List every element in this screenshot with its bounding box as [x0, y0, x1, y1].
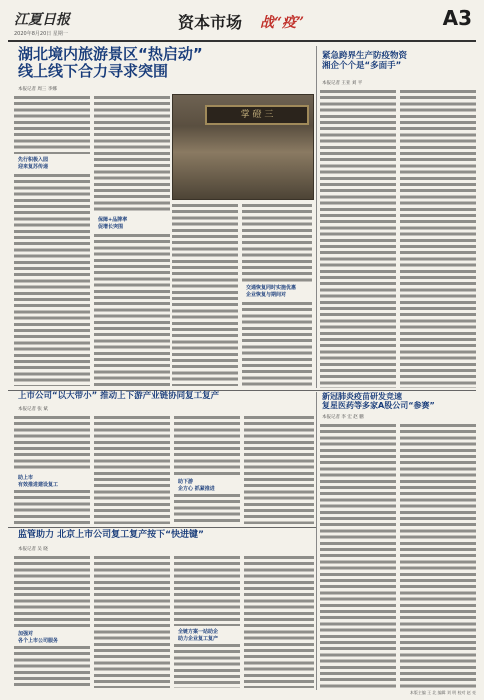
- article-5-byline: 本报记者 吴 晓: [18, 547, 48, 552]
- article-4-body-col2: [400, 422, 476, 688]
- scenic-area-photo: [172, 94, 314, 200]
- article-1-body-col4: [242, 202, 312, 282]
- article-4-byline: 本报记者 李 宏 赵 鹏: [322, 415, 364, 420]
- article-5-body-col1b: [14, 644, 90, 688]
- dateline: 2020年8月20日 星期一: [14, 31, 68, 37]
- article-4-body-col1: [320, 422, 396, 688]
- article-1-headline: [18, 46, 318, 81]
- article-1-subhead-1: 先行积极入园 迎来复苏传递: [18, 157, 49, 170]
- article-4-headline: [322, 392, 472, 410]
- article-3-subhead-1: 助上市 有效推进建设复工: [18, 475, 59, 488]
- article-1-body-col1: [14, 94, 90, 154]
- article-5-body-col4: [244, 554, 314, 688]
- article-2-headline-line2: 湘企个个是“多面手”: [322, 60, 402, 71]
- article-5-body-col1: [14, 554, 90, 628]
- article-2-headline-line1: 紧急跨界生产防疫物资: [322, 51, 408, 61]
- article-3-subhead-2: 助下游 企方心 抓紧推进: [178, 479, 215, 492]
- article-1-body-col2: [94, 94, 170, 214]
- article-1-subhead-3: 交通恢复同时实施优惠 企业恢复与期间对: [246, 285, 297, 298]
- article-1-body-col1b: [14, 172, 90, 386]
- masthead-rule: [8, 40, 476, 42]
- article-4-headline-line2: 复星医药等多家A股公司“参赛”: [322, 401, 435, 411]
- article-1-subhead-2: 保障+品牌率 促增长突围: [98, 217, 128, 230]
- page-footer: 本版主编 王 北 编辑 刘 明 校对 赵 亮: [409, 690, 476, 695]
- gate-plaque: 掌 磴 三: [205, 105, 309, 125]
- newspaper-logo: 江夏日报: [14, 12, 70, 28]
- article-3-byline: 本报记者 张 斌: [18, 407, 48, 412]
- article-4-headline-line1: 新冠肺炎疫苗研发竞速: [322, 392, 402, 401]
- article-1-headline-line1: 湖北境内旅游景区“热启动”: [18, 45, 203, 63]
- article-2-byline: 本报记者 王亚 刘 平: [322, 81, 363, 86]
- page-number: A3: [442, 6, 472, 30]
- article-5-headline: 监管助力 北京上市公司复工复产按下“快进键”: [18, 530, 204, 540]
- article-1-body-col3: [172, 202, 238, 386]
- article-1-byline: 本报记者 周三 李娜: [18, 87, 57, 92]
- article-5-body-col3b: [174, 642, 240, 688]
- article-3-body-col1b: [14, 488, 90, 524]
- article-2-body-col2: [400, 88, 476, 388]
- article-5-subhead-2: 全链方案一站助企 助力企业复工复产: [178, 629, 219, 642]
- column-divider-2: [316, 392, 317, 690]
- article-2-body-col1: [320, 88, 396, 388]
- article-3-body-col3b: [174, 492, 240, 524]
- article-5-body-col3: [174, 554, 240, 626]
- article-1-headline-line2: 线上线下合力寻求突围: [18, 62, 169, 81]
- section-title: 资本市场: [178, 13, 243, 32]
- article-3-body-col2: [94, 414, 170, 524]
- masthead: [8, 6, 476, 40]
- article-1-body-col4b: [242, 300, 312, 386]
- article-2-headline: [322, 52, 472, 72]
- article-1-body-col2b: [94, 232, 170, 386]
- article-3-body-col3: [174, 414, 240, 476]
- article-3-body-col1: [14, 414, 90, 472]
- section-rule-2: [8, 527, 316, 528]
- article-5-body-col2: [94, 554, 170, 688]
- article-3-headline: 上市公司“以大带小” 推动上下游产业链协同复工复产: [18, 391, 220, 401]
- article-5-subhead-1: 加强对 各个上市公司服务: [18, 631, 59, 644]
- section-decoration: 战“疫”: [260, 15, 305, 31]
- column-divider: [316, 46, 317, 388]
- article-3-body-col4: [244, 414, 314, 524]
